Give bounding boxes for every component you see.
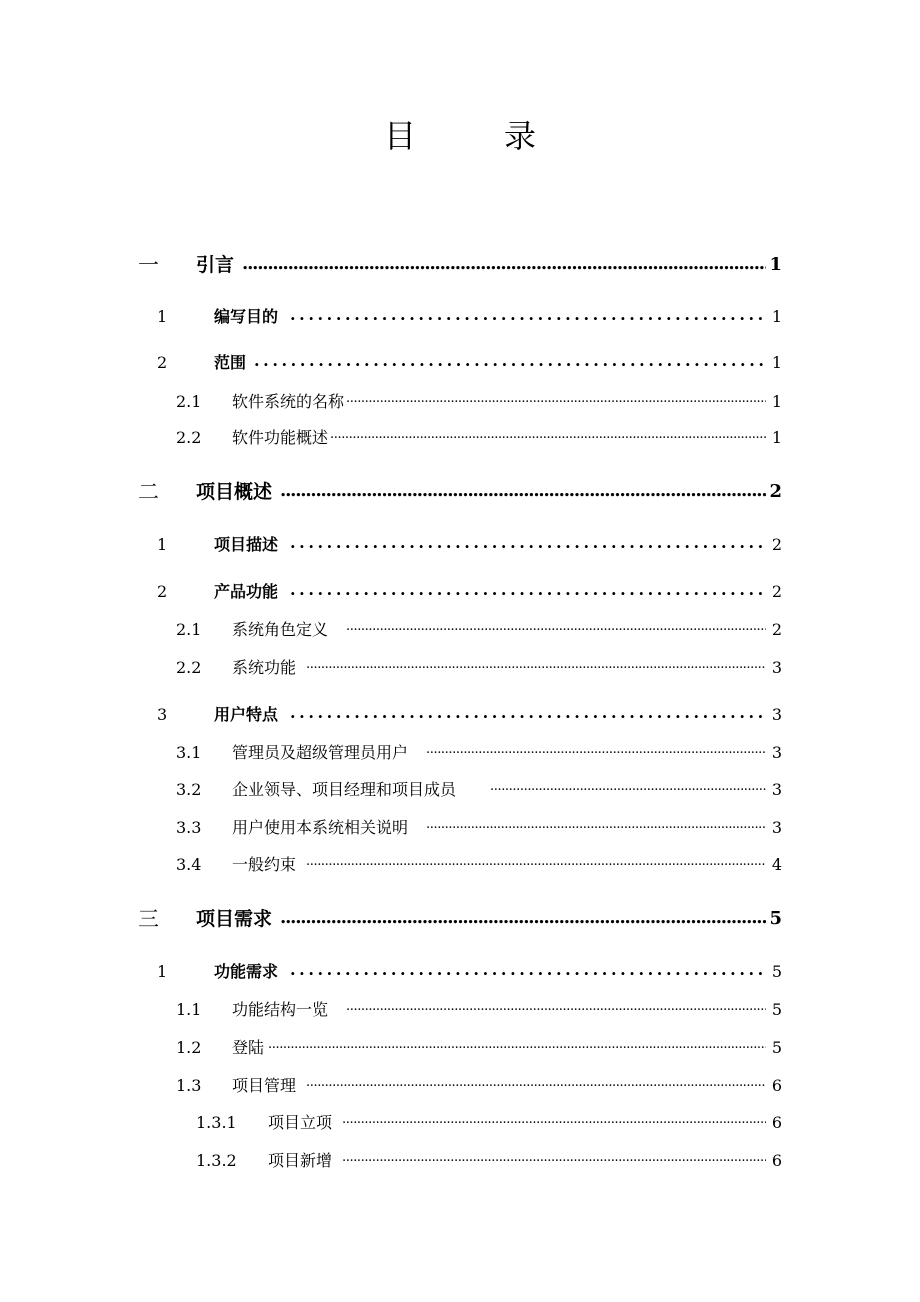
toc-entry-subsection[interactable]	[0, 850, 920, 880]
toc-entry-label: 产品功能	[214, 582, 279, 601]
toc-entry-label: 用户使用本系统相关说明	[232, 818, 409, 837]
toc-entry-number: 1	[157, 307, 168, 326]
toc-entry-page: 1	[771, 428, 782, 447]
toc-dot-leader	[242, 250, 766, 280]
toc-entry-subsection[interactable]	[0, 813, 920, 843]
toc-entry-number: 2.1	[176, 392, 202, 411]
toc-entry-chapter[interactable]	[0, 477, 920, 507]
toc-dot-leader	[290, 302, 766, 332]
toc-entry-number: 2.2	[176, 658, 202, 677]
toc-entry-label: 项目描述	[214, 535, 279, 554]
toc-entry-label: 管理员及超级管理员用户	[232, 743, 409, 762]
toc-entry-subsection[interactable]	[0, 738, 920, 768]
toc-dot-leader	[306, 1071, 766, 1101]
toc-entry-page: 1	[771, 307, 782, 326]
toc-entry-number: 3.2	[176, 780, 202, 799]
toc-entry-number: 1.2	[176, 1038, 202, 1057]
toc-entry-page: 6	[771, 1113, 782, 1132]
toc-entry-label: 一般约束	[232, 855, 297, 874]
toc-entry-number: 3	[157, 705, 168, 724]
toc-entry-section[interactable]	[0, 530, 920, 560]
toc-entry-page: 3	[771, 818, 782, 837]
toc-entry-number: 1.3	[176, 1076, 202, 1095]
toc-dot-leader	[342, 1108, 766, 1138]
toc-entry-page: 6	[771, 1151, 782, 1170]
toc-entry-label: 系统角色定义	[232, 620, 329, 639]
toc-title: 目 录	[383, 117, 564, 155]
toc-entry-page: 2	[771, 620, 782, 639]
toc-entry-number: 2.1	[176, 620, 202, 639]
toc-entry-subsection[interactable]	[0, 615, 920, 645]
toc-entry-number: 3.4	[176, 855, 202, 874]
toc-entry-number: 3.1	[176, 743, 202, 762]
toc-dot-leader	[306, 653, 766, 683]
toc-entry-page: 1	[771, 392, 782, 411]
toc-entry-page: 1	[771, 353, 782, 372]
toc-entry-subsection[interactable]	[0, 775, 920, 805]
toc-entry-label: 功能结构一览	[232, 1000, 329, 1019]
toc-entry-number: 1.1	[176, 1000, 202, 1019]
toc-entry-section[interactable]	[0, 348, 920, 378]
toc-dot-leader	[490, 775, 766, 805]
toc-entry-label: 功能需求	[214, 962, 279, 981]
toc-entry-number: 2.2	[176, 428, 202, 447]
toc-dot-leader	[330, 423, 766, 453]
toc-entry-label: 引言	[196, 254, 235, 276]
toc-entry-label: 企业领导、项目经理和项目成员	[232, 780, 457, 799]
toc-entry-subsection[interactable]	[0, 995, 920, 1025]
toc-dot-leader	[290, 530, 766, 560]
toc-entry-section[interactable]	[0, 302, 920, 332]
toc-entry-label: 软件系统的名称	[232, 392, 345, 411]
toc-entry-chapter[interactable]	[0, 250, 920, 280]
toc-entry-label: 登陆	[232, 1038, 265, 1057]
toc-entry-page: 5	[769, 908, 782, 929]
toc-entry-label: 系统功能	[232, 658, 297, 677]
toc-entry-number: 三	[138, 907, 159, 931]
toc-dot-leader	[290, 700, 766, 730]
toc-entry-number: 一	[138, 253, 159, 277]
toc-entry-subsection[interactable]	[0, 423, 920, 453]
toc-dot-leader	[290, 577, 766, 607]
toc-entry-number: 1.3.1	[196, 1113, 237, 1132]
toc-entry-subsection[interactable]	[0, 1071, 920, 1101]
toc-entry-subsection[interactable]	[0, 387, 920, 417]
toc-entry-label: 用户特点	[214, 705, 279, 724]
toc-dot-leader	[346, 615, 766, 645]
toc-entry-section[interactable]	[0, 577, 920, 607]
toc-entry-page: 5	[771, 1000, 782, 1019]
toc-entry-label: 编写目的	[214, 307, 279, 326]
toc-entry-page: 1	[769, 254, 782, 275]
toc-dot-leader	[342, 1146, 766, 1176]
toc-entry-label: 项目立项	[268, 1113, 333, 1132]
toc-entry-chapter[interactable]	[0, 904, 920, 934]
toc-entry-page: 2	[771, 535, 782, 554]
toc-entry-number: 2	[157, 353, 168, 372]
toc-entry-section[interactable]	[0, 700, 920, 730]
toc-entry-section[interactable]	[0, 957, 920, 987]
toc-entry-subsubsection[interactable]	[0, 1108, 920, 1138]
toc-dot-leader	[346, 995, 766, 1025]
toc-entry-number: 1	[157, 962, 168, 981]
toc-entry-subsubsection[interactable]	[0, 1146, 920, 1176]
toc-dot-leader	[280, 477, 766, 507]
toc-entry-label: 项目新增	[268, 1151, 333, 1170]
toc-entry-page: 3	[771, 705, 782, 724]
toc-entry-label: 范围	[214, 353, 247, 372]
toc-dot-leader	[268, 1033, 766, 1063]
toc-dot-leader	[280, 904, 766, 934]
toc-entry-label: 软件功能概述	[232, 428, 329, 447]
toc-entry-subsection[interactable]	[0, 653, 920, 683]
toc-dot-leader	[290, 957, 766, 987]
toc-dot-leader	[346, 387, 766, 417]
toc-entry-number: 1.3.2	[196, 1151, 237, 1170]
toc-entry-label: 项目需求	[196, 908, 273, 930]
toc-entry-number: 3.3	[176, 818, 202, 837]
toc-entry-page: 4	[771, 855, 782, 874]
toc-entry-page: 2	[769, 481, 782, 502]
toc-dot-leader	[426, 738, 766, 768]
toc-entry-page: 5	[771, 1038, 782, 1057]
toc-entry-page: 3	[771, 780, 782, 799]
toc-dot-leader	[306, 850, 766, 880]
toc-entry-number: 1	[157, 535, 168, 554]
toc-entry-page: 5	[771, 962, 782, 981]
toc-entry-page: 2	[771, 582, 782, 601]
toc-entry-page: 3	[771, 743, 782, 762]
toc-entry-page: 3	[771, 658, 782, 677]
toc-entry-number: 二	[138, 480, 159, 504]
toc-entry-label: 项目概述	[196, 481, 273, 503]
toc-entry-page: 6	[771, 1076, 782, 1095]
toc-dot-leader	[254, 348, 766, 378]
toc-entry-subsection[interactable]	[0, 1033, 920, 1063]
toc-dot-leader	[426, 813, 766, 843]
toc-entry-label: 项目管理	[232, 1076, 297, 1095]
toc-entry-number: 2	[157, 582, 168, 601]
